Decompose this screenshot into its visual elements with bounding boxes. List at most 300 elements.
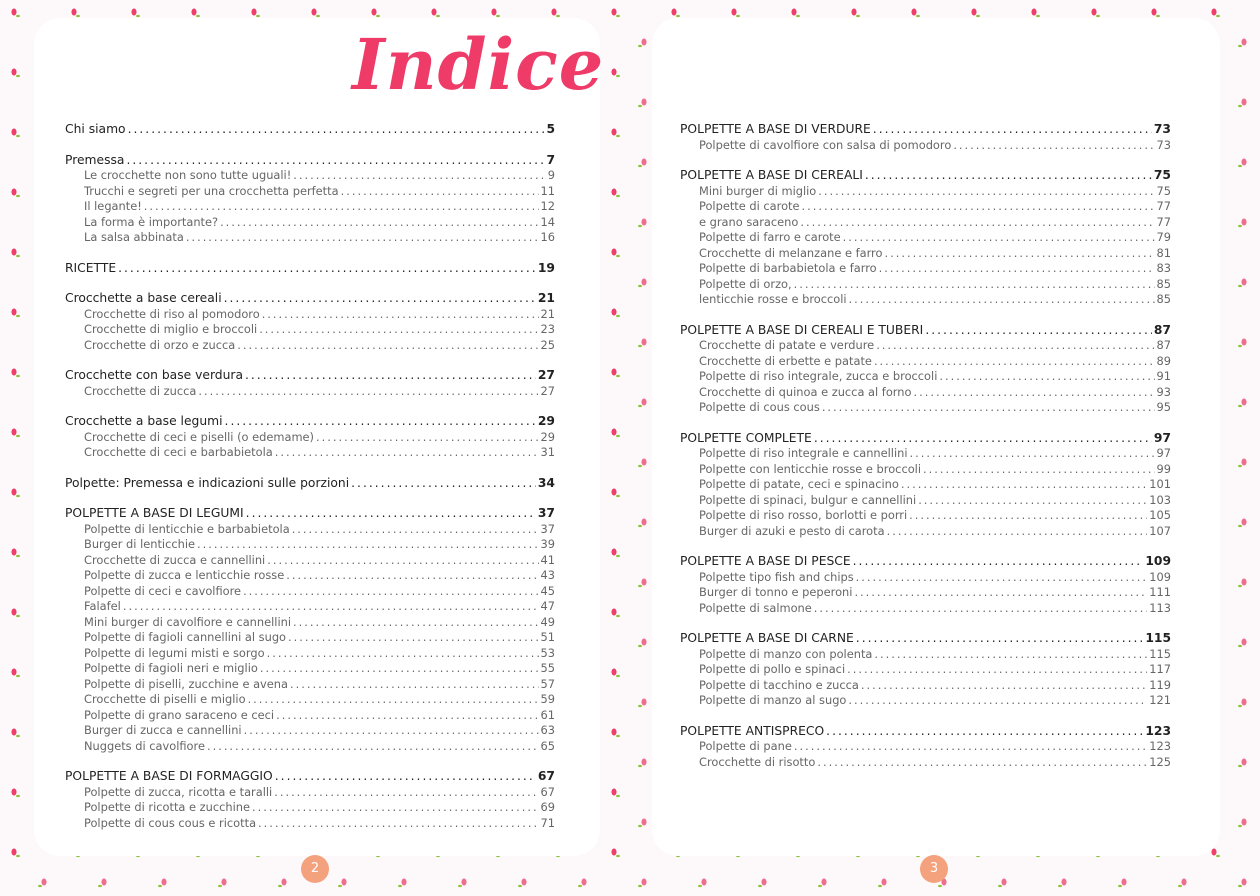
entry-title: Crocchette di riso al pomodoro [84, 306, 260, 321]
entry-title: La salsa abbinata [84, 230, 184, 244]
entry-title: Crocchette di miglio e broccoli [84, 322, 258, 336]
toc-item-entry[interactable] [65, 630, 555, 646]
toc-item-entry[interactable] [680, 215, 1171, 231]
entry-title: Crocchette a base legumi [65, 414, 223, 428]
entry-title: POLPETTE A BASE DI VERDURE [680, 122, 871, 136]
toc-section [65, 368, 555, 399]
toc-item-entry[interactable] [680, 477, 1171, 493]
entry-page-number: 51 [540, 630, 555, 644]
dot-leader [873, 122, 1152, 138]
entry-title: Polpette di piselli, zucchine e avena [84, 676, 288, 691]
dot-leader [316, 430, 539, 446]
toc-item-entry[interactable] [680, 400, 1171, 416]
toc-section-entry[interactable] [65, 476, 555, 492]
dot-leader [794, 739, 1147, 755]
dot-leader [220, 215, 538, 231]
toc-item-entry[interactable] [680, 462, 1171, 478]
entry-page-number: 87 [1153, 322, 1171, 337]
entry-title: Crocchette di melanzane e farro [699, 245, 883, 260]
toc-item-entry[interactable] [680, 601, 1171, 617]
entry-title: Polpette di riso rosso, borlotti e porri [699, 508, 908, 522]
dot-leader [144, 199, 539, 215]
dot-leader [276, 708, 538, 724]
entry-page-number: 61 [540, 707, 555, 722]
toc-item-entry[interactable] [680, 292, 1171, 308]
dot-leader [248, 692, 539, 708]
entry-page-number: 109 [1149, 569, 1171, 584]
dot-leader [853, 554, 1144, 570]
entry-page-number: 65 [540, 738, 555, 753]
entry-title: Polpette di ricotta e zucchine [84, 800, 250, 814]
dot-leader [288, 630, 538, 646]
entry-page-number: 81 [1156, 245, 1171, 260]
toc-section-entry[interactable] [680, 323, 1171, 339]
toc-section-entry[interactable] [65, 153, 555, 169]
toc-section-entry[interactable] [680, 431, 1171, 447]
toc-item-entry[interactable] [680, 493, 1171, 509]
entry-title: POLPETTE A BASE DI FORMAGGIO [65, 769, 273, 783]
dot-leader [856, 631, 1144, 647]
toc-item-entry[interactable] [65, 599, 555, 615]
entry-title: Polpette di salmone [699, 600, 812, 615]
toc-section-entry[interactable] [65, 291, 555, 307]
entry-page-number: 83 [1156, 261, 1171, 275]
dot-leader [887, 524, 1148, 540]
toc-item-entry[interactable] [680, 385, 1171, 401]
entry-page-number: 123 [1149, 739, 1171, 753]
toc-item-entry[interactable] [680, 524, 1171, 540]
dot-leader [118, 261, 536, 277]
toc-item-entry[interactable] [65, 708, 555, 724]
dot-leader [901, 477, 1147, 493]
entry-page-number: 25 [540, 337, 555, 352]
toc-item-entry[interactable] [65, 739, 555, 755]
entry-title: Trucchi e segreti per una crocchetta perfetta [84, 183, 339, 198]
entry-page-number: 12 [540, 199, 555, 213]
entry-page-number: 85 [1156, 292, 1171, 306]
dot-leader [267, 553, 538, 569]
dot-leader [814, 431, 1152, 447]
entry-page-number: 31 [540, 445, 555, 459]
dot-leader [847, 662, 1147, 678]
dot-leader [800, 215, 1154, 231]
entry-title: POLPETTE A BASE DI PESCE [680, 554, 851, 568]
toc-item-entry[interactable] [680, 755, 1171, 771]
toc-item-entry[interactable] [65, 800, 555, 816]
toc-item-entry[interactable] [65, 646, 555, 662]
entry-title: Polpette di ceci e cavolfiore [84, 583, 242, 598]
entry-title: Polpette di legumi misti e sorgo [84, 645, 265, 660]
entry-title: Polpette di pollo e spinaci [699, 662, 846, 676]
entry-page-number: 119 [1149, 677, 1171, 692]
entry-title: RICETTE [65, 260, 117, 275]
toc-item-entry[interactable] [65, 199, 555, 215]
toc-section-entry[interactable] [65, 368, 555, 384]
dot-leader [224, 291, 536, 307]
toc-section-entry[interactable] [680, 724, 1171, 740]
entry-page-number: 7 [546, 152, 555, 167]
dot-leader [874, 354, 1155, 370]
toc-section [65, 769, 555, 831]
entry-page-number: 107 [1149, 523, 1171, 538]
dot-leader [854, 585, 1147, 601]
toc-item-entry[interactable] [65, 445, 555, 461]
entry-page-number: 113 [1149, 600, 1171, 615]
toc-section [680, 168, 1171, 308]
toc-item-entry[interactable] [680, 647, 1171, 663]
entry-title: Crocchette di quinoa e zucca al forno [699, 384, 912, 399]
entry-title: Le crocchette non sono tutte uguali! [84, 168, 292, 182]
entry-page-number: 59 [540, 692, 555, 706]
entry-page-number: 115 [1149, 646, 1171, 661]
entry-page-number: 53 [540, 645, 555, 660]
entry-title: Polpette di pane [699, 739, 792, 753]
entry-page-number: 103 [1149, 492, 1171, 507]
entry-title: Polpette di fagioli cannellini al sugo [84, 630, 287, 644]
entry-page-number: 45 [540, 583, 555, 598]
dot-leader [910, 446, 1155, 462]
entry-title: Polpette di zucca e lenticchie rosse [84, 568, 285, 582]
dot-leader [292, 522, 539, 538]
toc-item-entry[interactable] [680, 354, 1171, 370]
entry-page-number: 97 [1153, 430, 1171, 445]
entry-page-number: 57 [540, 676, 555, 691]
entry-page-number: 77 [1156, 214, 1171, 229]
dot-leader [275, 445, 539, 461]
entry-page-number: 67 [537, 769, 555, 783]
entry-page-number: 63 [540, 723, 555, 737]
dot-leader [848, 693, 1147, 709]
dot-leader [861, 678, 1147, 694]
entry-page-number: 29 [537, 414, 555, 428]
dot-leader [244, 723, 539, 739]
dot-leader [826, 724, 1143, 740]
dot-leader [260, 661, 539, 677]
dot-leader [128, 122, 545, 138]
entry-page-number: 75 [1153, 168, 1171, 182]
entry-page-number: 95 [1156, 400, 1171, 414]
entry-title: Crocchette di ceci e barbabietola [84, 445, 273, 459]
dot-leader [351, 476, 536, 492]
toc-section-entry[interactable] [680, 631, 1171, 647]
toc-item-entry[interactable] [65, 677, 555, 693]
toc-section [65, 153, 555, 246]
dot-leader [814, 601, 1147, 617]
toc-item-entry[interactable] [65, 322, 555, 338]
dot-leader [237, 338, 538, 354]
dot-leader [849, 292, 1155, 308]
dot-leader [245, 368, 536, 384]
toc-item-entry[interactable] [65, 785, 555, 801]
toc-item-entry[interactable] [65, 230, 555, 246]
entry-page-number: 67 [540, 784, 555, 799]
dot-leader [879, 261, 1155, 277]
page-number-right: 3 [920, 855, 948, 883]
dot-leader [918, 493, 1147, 509]
entry-title: POLPETTE A BASE DI CARNE [680, 631, 854, 645]
dot-leader [123, 599, 539, 615]
entry-title: Mini burger di miglio [699, 183, 817, 198]
entry-title: Crocchette di patate e verdure [699, 338, 875, 352]
dot-leader [126, 153, 544, 169]
entry-page-number: 9 [547, 168, 555, 182]
entry-page-number: 49 [540, 614, 555, 629]
page-number-left: 2 [301, 855, 329, 883]
entry-page-number: 34 [537, 475, 555, 490]
entry-page-number: 5 [546, 122, 555, 136]
toc-item-entry[interactable] [680, 230, 1171, 246]
entry-title: Polpette con lenticchie rosse e broccoli [699, 461, 922, 476]
entry-page-number: 117 [1149, 662, 1171, 676]
dot-leader [262, 307, 539, 323]
entry-title: Crocchette di erbette e patate [699, 353, 872, 368]
entry-page-number: 19 [537, 260, 555, 275]
toc-item-entry[interactable] [680, 246, 1171, 262]
toc-item-entry[interactable] [680, 693, 1171, 709]
entry-page-number: 101 [1149, 477, 1171, 491]
entry-page-number: 85 [1156, 276, 1171, 291]
entry-title: Crocchette di risotto [699, 754, 816, 769]
toc-item-entry[interactable] [65, 430, 555, 446]
entry-title: Crocchette di zucca [84, 383, 197, 398]
entry-page-number: 87 [1156, 338, 1171, 352]
entry-title: Burger di tonno e peperoni [699, 585, 853, 599]
toc-item-entry[interactable] [680, 184, 1171, 200]
toc-item-entry[interactable] [65, 584, 555, 600]
toc-item-entry[interactable] [680, 570, 1171, 586]
entry-page-number: 37 [537, 506, 555, 520]
entry-title: Mini burger di cavolfiore e cannellini [84, 614, 292, 629]
entry-page-number: 75 [1156, 183, 1171, 198]
toc-item-entry[interactable] [680, 739, 1171, 755]
entry-title: Polpette di riso integrale e cannellini [699, 446, 908, 460]
entry-title: Burger di zucca e cannellini [84, 723, 242, 737]
dot-leader [286, 568, 538, 584]
toc-section [680, 122, 1171, 153]
toc-item-entry[interactable] [680, 662, 1171, 678]
entry-page-number: 27 [537, 368, 555, 382]
dot-leader [252, 800, 539, 816]
toc-section-entry[interactable] [680, 122, 1171, 138]
toc-item-entry[interactable] [65, 338, 555, 354]
entry-title: Polpette di manzo con polenta [699, 646, 873, 661]
entry-page-number: 77 [1156, 199, 1171, 213]
entry-title: Burger di azuki e pesto di carota [699, 523, 885, 538]
toc-item-entry[interactable] [680, 446, 1171, 462]
toc-item-entry[interactable] [680, 585, 1171, 601]
toc-section [65, 414, 555, 461]
entry-title: Polpette di orzo, [699, 276, 792, 291]
toc-item-entry[interactable] [680, 678, 1171, 694]
toc-item-entry[interactable] [680, 508, 1171, 524]
toc-item-entry[interactable] [65, 384, 555, 400]
entry-page-number: 105 [1149, 508, 1171, 522]
toc-section-entry[interactable] [680, 168, 1171, 184]
toc-section [680, 431, 1171, 540]
toc-item-entry[interactable] [65, 568, 555, 584]
entry-page-number: 47 [540, 599, 555, 613]
entry-title: Polpette tipo fish and chips [699, 569, 854, 584]
entry-title: Polpette di riso integrale, zucca e broccoli [699, 369, 938, 383]
dot-leader [876, 338, 1154, 354]
dot-leader [246, 506, 536, 522]
entry-title: Polpette di farro e carote [699, 230, 841, 244]
toc-section [65, 261, 555, 277]
toc-item-entry[interactable] [65, 816, 555, 832]
dot-leader [913, 385, 1154, 401]
dot-leader [290, 677, 539, 693]
entry-title: Polpette di carote [699, 199, 800, 213]
toc-section-entry[interactable] [65, 122, 555, 138]
toc-item-entry[interactable] [65, 184, 555, 200]
entry-title: Polpette di barbabietola e farro [699, 261, 877, 275]
entry-title: Crocchette a base cereali [65, 291, 222, 305]
toc-section [680, 631, 1171, 709]
toc-section-entry[interactable] [65, 506, 555, 522]
dot-leader [822, 400, 1155, 416]
toc-section [680, 724, 1171, 771]
entry-page-number: 91 [1156, 369, 1171, 383]
toc-section-entry[interactable] [680, 554, 1171, 570]
dot-leader [953, 138, 1154, 154]
toc-section [65, 122, 555, 138]
entry-title: La forma è importante? [84, 214, 219, 229]
entry-page-number: 37 [540, 521, 555, 536]
dot-leader [198, 384, 538, 400]
toc-section-entry[interactable] [65, 414, 555, 430]
dot-leader [856, 570, 1148, 586]
entry-page-number: 93 [1156, 384, 1171, 399]
toc-section [65, 506, 555, 754]
toc-right-column [680, 122, 1171, 785]
entry-page-number: 99 [1156, 461, 1171, 476]
dot-leader [802, 199, 1155, 215]
entry-page-number: 55 [540, 661, 555, 675]
entry-title: Crocchette di orzo e zucca [84, 337, 236, 352]
entry-title: Polpette di lenticchie e barbabietola [84, 521, 290, 536]
dot-leader [274, 785, 538, 801]
toc-item-entry[interactable] [65, 692, 555, 708]
dot-leader [925, 323, 1152, 339]
dot-leader [923, 462, 1154, 478]
dot-leader [909, 508, 1147, 524]
entry-page-number: 11 [540, 183, 555, 198]
entry-page-number: 14 [540, 214, 555, 229]
dot-leader [293, 168, 545, 184]
dot-leader [225, 414, 536, 430]
toc-section [65, 291, 555, 353]
entry-page-number: 79 [1156, 230, 1171, 244]
toc-item-entry[interactable] [65, 307, 555, 323]
toc-item-entry[interactable] [680, 277, 1171, 293]
entry-title: Polpette di spinaci, bulgur e cannellini [699, 492, 917, 507]
entry-title: Crocchette di zucca e cannellini [84, 552, 266, 567]
entry-title: Polpette di fagioli neri e miglio [84, 661, 258, 675]
entry-title: Burger di lenticchie [84, 537, 196, 551]
toc-item-entry[interactable] [680, 338, 1171, 354]
dot-leader [865, 168, 1152, 184]
toc-section [65, 476, 555, 492]
entry-title: Polpette di cavolfiore con salsa di pomodoro [699, 137, 952, 152]
toc-item-entry[interactable] [65, 537, 555, 553]
entry-page-number: 69 [540, 800, 555, 814]
toc-item-entry[interactable] [65, 215, 555, 231]
entry-title: Premessa [65, 152, 125, 167]
entry-title: POLPETTE A BASE DI LEGUMI [65, 506, 244, 520]
entry-page-number: 21 [537, 291, 555, 305]
toc-left-column [65, 122, 555, 846]
entry-page-number: 21 [540, 306, 555, 321]
dot-leader [843, 230, 1155, 246]
entry-page-number: 73 [1153, 122, 1171, 136]
dot-leader [243, 584, 538, 600]
toc-section-entry[interactable] [65, 261, 555, 277]
entry-page-number: 121 [1149, 693, 1171, 707]
entry-page-number: 41 [540, 552, 555, 567]
entry-page-number: 125 [1149, 754, 1171, 769]
entry-title: Il legante! [84, 199, 142, 213]
toc-item-entry[interactable] [65, 661, 555, 677]
toc-item-entry[interactable] [65, 168, 555, 184]
toc-item-entry[interactable] [680, 199, 1171, 215]
dot-leader [794, 277, 1155, 293]
entry-page-number: 29 [540, 429, 555, 444]
entry-page-number: 43 [540, 568, 555, 582]
entry-title: Crocchette di piselli e miglio [84, 692, 246, 706]
entry-page-number: 109 [1145, 554, 1171, 568]
toc-item-entry[interactable] [680, 261, 1171, 277]
toc-item-entry[interactable] [680, 369, 1171, 385]
dot-leader [275, 769, 536, 785]
entry-page-number: 71 [540, 815, 555, 830]
entry-title: POLPETTE COMPLETE [680, 430, 812, 445]
entry-title: Chi siamo [65, 122, 126, 136]
entry-page-number: 27 [540, 383, 555, 398]
entry-title: Polpette di cous cous [699, 400, 820, 414]
toc-item-entry[interactable] [65, 615, 555, 631]
entry-title: Polpette di tacchino e zucca [699, 677, 859, 692]
entry-title: Polpette di patate, ceci e spinacino [699, 477, 899, 491]
toc-item-entry[interactable] [65, 553, 555, 569]
toc-section [680, 323, 1171, 416]
entry-page-number: 89 [1156, 353, 1171, 368]
entry-page-number: 39 [540, 537, 555, 551]
toc-item-entry[interactable] [680, 138, 1171, 154]
dot-leader [293, 615, 538, 631]
entry-page-number: 115 [1145, 631, 1171, 645]
dot-leader [258, 816, 538, 832]
entry-title: POLPETTE ANTISPRECO [680, 723, 825, 738]
entry-title: Polpette di manzo al sugo [699, 693, 847, 707]
toc-item-entry[interactable] [65, 522, 555, 538]
entry-title: Polpette di zucca, ricotta e taralli [84, 784, 273, 799]
dot-leader [874, 647, 1147, 663]
dot-leader [267, 646, 539, 662]
dot-leader [939, 369, 1154, 385]
entry-page-number: 16 [540, 230, 555, 244]
toc-item-entry[interactable] [65, 723, 555, 739]
dot-leader [884, 246, 1154, 262]
dot-leader [341, 184, 539, 200]
entry-title: POLPETTE A BASE DI CEREALI E TUBERI [680, 322, 924, 337]
toc-section-entry[interactable] [65, 769, 555, 785]
entry-title: Polpette: Premessa e indicazioni sulle porzioni [65, 475, 350, 490]
page-title: Indice [352, 23, 605, 106]
entry-title: Polpette di grano saraceno e ceci [84, 707, 275, 722]
entry-title: Nuggets di cavolfiore [84, 738, 205, 753]
entry-title: Crocchette con base verdura [65, 368, 243, 382]
entry-title: Polpette di cous cous e ricotta [84, 815, 257, 830]
